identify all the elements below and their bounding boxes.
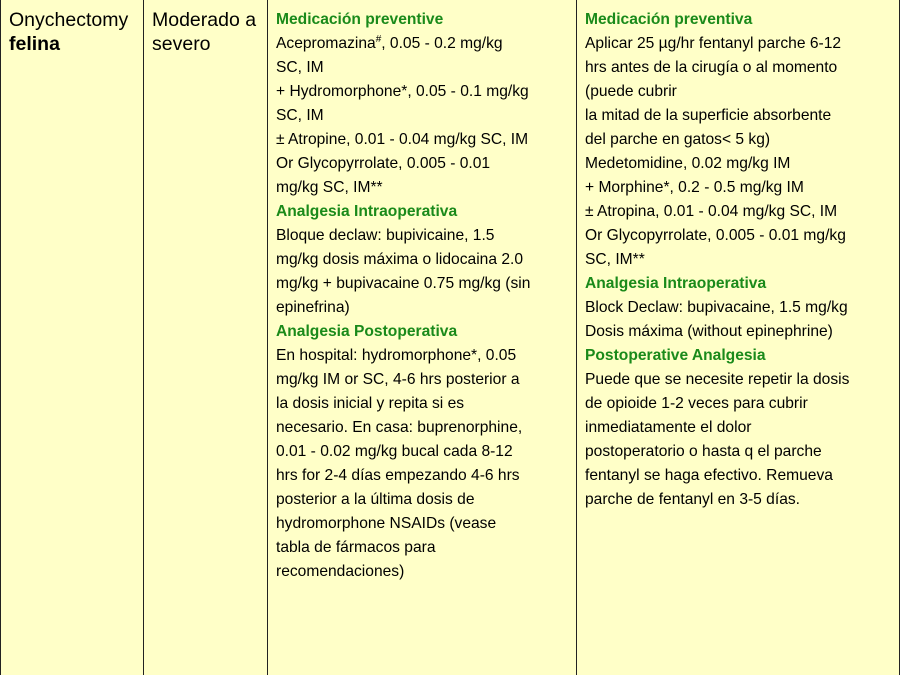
- severity-cell: [143, 0, 267, 675]
- text-line: fentanyl se haga efectivo. Remueva: [585, 467, 833, 484]
- text-line: Or Glycopyrrolate, 0.005 - 0.01: [276, 155, 491, 172]
- protocol-option-2-cell: [576, 0, 900, 675]
- procedure-cell: [0, 0, 143, 675]
- text-line: + Morphine*, 0.2 - 0.5 mg/kg IM: [585, 179, 804, 196]
- text-line: tabla de fármacos para: [276, 539, 436, 556]
- severity-line-2: severo: [152, 33, 211, 55]
- footnote-marker: #: [375, 34, 382, 45]
- text-line: mg/kg + bupivacaine 0.75 mg/kg (sin: [276, 275, 531, 292]
- text-line: Medetomidine, 0.02 mg/kg IM: [585, 155, 791, 172]
- text-line: mg/kg SC, IM**: [276, 179, 383, 196]
- text-line: Bloque declaw: bupivicaine, 1.5: [276, 227, 495, 244]
- text-line: (puede cubrir: [585, 83, 677, 100]
- text-line: En hospital: hydromorphone*, 0.05: [276, 347, 517, 364]
- text-line: SC, IM: [276, 59, 324, 76]
- text-line: + Hydromorphone*, 0.05 - 0.1 mg/kg: [276, 83, 529, 100]
- section-heading-intraoperative: Analgesia Intraoperativa: [276, 203, 458, 220]
- text-line: de opioide 1-2 veces para cubrir: [585, 395, 808, 412]
- text-line: mg/kg dosis máxima o lidocaina 2.0: [276, 251, 524, 268]
- text-line: hrs for 2-4 días empezando 4-6 hrs: [276, 467, 520, 484]
- text-line: hrs antes de la cirugía o al momento: [585, 59, 838, 76]
- protocol-option-1-cell: [267, 0, 576, 675]
- text-line: Acepromazina#, 0.05 - 0.2 mg/kg: [276, 34, 503, 52]
- section-heading-preventive: Medicación preventiva: [585, 11, 753, 28]
- procedure-name: Onychectomy: [9, 9, 129, 31]
- text-line: Aplicar 25 µg/hr fentanyl parche 6-12: [585, 35, 842, 52]
- text-line: la mitad de la superficie absorbente: [585, 107, 832, 124]
- text-line: inmediatamente el dolor: [585, 419, 752, 436]
- text-line: Or Glycopyrrolate, 0.005 - 0.01 mg/kg: [585, 227, 846, 244]
- text-line: parche de fentanyl en 3-5 días.: [585, 491, 800, 508]
- text-line: Dosis máxima (without epinephrine): [585, 323, 833, 340]
- text-line: posterior a la última dosis de: [276, 491, 475, 508]
- text-line: ± Atropina, 0.01 - 0.04 mg/kg SC, IM: [585, 203, 838, 220]
- text-line: del parche en gatos< 5 kg): [585, 131, 771, 148]
- procedure-species: felina: [9, 33, 60, 55]
- text-line: ± Atropine, 0.01 - 0.04 mg/kg SC, IM: [276, 131, 529, 148]
- section-heading-postoperative: Analgesia Postoperativa: [276, 323, 458, 340]
- section-heading-preventive: Medicación preventive: [276, 11, 444, 28]
- text-line: epinefrina): [276, 299, 350, 316]
- section-heading-intraoperative: Analgesia Intraoperativa: [585, 275, 767, 292]
- text-line: SC, IM**: [585, 251, 645, 268]
- text-line: necesario. En casa: buprenorphine,: [276, 419, 523, 436]
- text-line: Puede que se necesite repetir la dosis: [585, 371, 850, 388]
- severity-line-1: Moderado a: [152, 9, 257, 31]
- text-line: la dosis inicial y repita si es: [276, 395, 465, 412]
- text-line: recomendaciones): [276, 563, 405, 580]
- text-line: SC, IM: [276, 107, 324, 124]
- text-line: 0.01 - 0.02 mg/kg bucal cada 8-12: [276, 443, 513, 460]
- text-line: postoperatorio o hasta q el parche: [585, 443, 822, 460]
- text-line: hydromorphone NSAIDs (vease: [276, 515, 497, 532]
- text-line: Block Declaw: bupivacaine, 1.5 mg/kg: [585, 299, 848, 316]
- section-heading-postoperative: Postoperative Analgesia: [585, 347, 766, 364]
- text-line: mg/kg IM or SC, 4-6 hrs posterior a: [276, 371, 520, 388]
